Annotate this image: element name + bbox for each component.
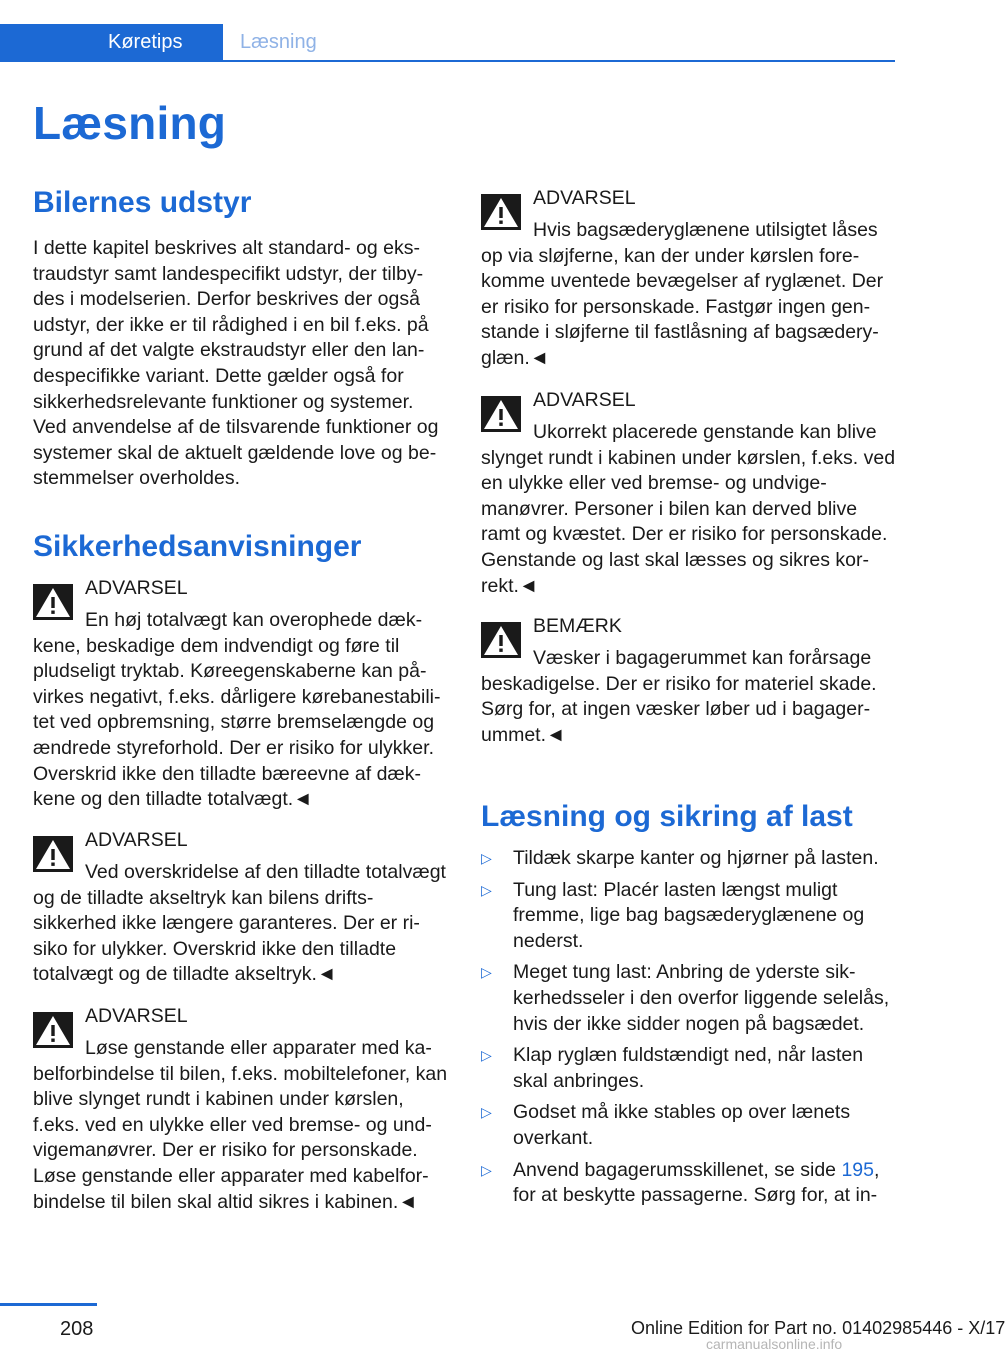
warning-label: ADVARSEL — [533, 389, 636, 411]
list-item: ▷ Tung last: Placér lasten længst muligt fremme, lige bag bagsæderyglænene og nederst. — [481, 878, 865, 952]
section-heading-safety: Sikkerhedsanvisninger — [33, 530, 362, 563]
tab-laesning[interactable]: Læsning — [240, 31, 317, 53]
chapter-header — [0, 24, 895, 62]
warning-text: Ved overskridelse af den tilladte totalvægt og de tilladte akseltryk kan bilens driftssikkerhed ikke længere garanteres. Der er risiko for ulykker. Overskrid ikke den tilladte totalvægt og de tilladte akseltryk.◄ — [33, 861, 446, 986]
list-item: ▷ Klap ryglæn fuldstændigt ned, når lasten skal anbringes. — [481, 1044, 864, 1092]
equipment-paragraph: I dette kapitel beskrives alt standard- og ekstraudstyr samt landespecifikt udstyr, der tilbydes i modelserien. Derfor beskrives der også udstyr, der ikke er til rådighed i en bil f.eks. på grund af det valgte ekstraudstyr eller den landespecifikke variant. Dette gælder også for sikkerhedsrelevante funktioner og systemer. Ved anvendelse af de tilsvarende funktioner og systemer skal de aktuelt gældende love og bestemmelser overholdes. — [33, 237, 439, 490]
list-item: ▷ Meget tung last: Anbring de yderste sikkerhedsseler i den overfor liggende selelås, hvis der ikke sidder nogen på bagsædet. — [481, 961, 890, 1035]
warning-block — [481, 388, 896, 598]
tab-koretips[interactable]: Køretips — [0, 24, 223, 60]
edition-text: Online Edition for Part no. 01402985446 - X/17 — [631, 1318, 1005, 1338]
page-number: 208 — [60, 1318, 94, 1340]
warning-text: Ukorrekt placerede genstande kan blive slynget rundt i kabinen under kørslen, f.eks. ved en ulykke eller ved bremse- og undvigemanøvrer. Personer i bilen kan derved blive ramt og kvæstet. Der er risiko for personskade. Genstande og last skal læsses og sikres korrekt.◄ — [481, 421, 896, 597]
warning-label: ADVARSEL — [85, 577, 188, 599]
footer-divider — [0, 1303, 97, 1306]
triangle-bullet-icon: ▷ — [481, 1104, 492, 1121]
warning-block — [481, 186, 896, 371]
notice-label: BEMÆRK — [533, 615, 622, 637]
warning-label: ADVARSEL — [533, 187, 636, 209]
warning-label: ADVARSEL — [85, 1005, 188, 1027]
notice-block — [481, 614, 896, 750]
triangle-bullet-icon: ▷ — [481, 1161, 492, 1178]
notice-text: Væsker i bagagerummet kan forårsage beskadigelse. Der er risiko for materiel skade. Sørg for, at ingen væsker løber ud i bagagerummet.◄ — [481, 647, 877, 746]
loading-list — [481, 846, 896, 1215]
triangle-bullet-icon: ▷ — [481, 1047, 492, 1064]
section-heading-equipment: Bilernes udstyr — [33, 186, 252, 219]
list-item: ▷ Tildæk skarpe kanter og hjørner på lasten. — [481, 846, 896, 872]
warning-text: En høj totalvægt kan overophede dækkene, beskadige dem indvendigt og føre til pludseligt tryktab. Køreegenskaberne kan påvirkes negativt, f.eks. dårligere kørebanestabilitet ved opbremsning, større bremselængde og ændrede styreforhold. Der er risiko for ulykker. Overskrid ikke den tilladte bæreevne af dækkene og den tilladte totalvægt.◄ — [33, 609, 441, 811]
list-item: ▷ Anvend bagagerumsskillenet, se side 195, for at beskytte passagerne. Sørg for, at in- — [481, 1158, 880, 1207]
page-reference-link[interactable]: 195 — [841, 1158, 874, 1181]
warning-block — [33, 828, 448, 988]
section-heading-loading: Læsning og sikring af last — [481, 800, 853, 833]
warning-label: ADVARSEL — [85, 829, 188, 851]
header-divider — [0, 60, 895, 62]
warning-block — [33, 1004, 448, 1214]
warning-text: Løse genstande eller apparater med kabelforbindelse til bilen, f.eks. mobiltelefoner, kan blive slynget rundt i kabinen under kørslen, f.eks. ved en ulykke eller ved bremse- og undvigemanøvrer. Der er risiko for personskade. Løse genstande eller apparater med kabelforbindelse til bilen skal altid sikres i kabinen.◄ — [33, 1037, 448, 1213]
triangle-bullet-icon: ▷ — [481, 881, 492, 898]
warning-block — [33, 576, 448, 812]
triangle-bullet-icon: ▷ — [481, 964, 492, 981]
triangle-bullet-icon: ▷ — [481, 850, 492, 866]
list-item: ▷ Godset må ikke stables op over lænets overkant. — [481, 1101, 851, 1149]
watermark: carmanualsonline.info — [706, 1336, 843, 1352]
page-title: Læsning — [33, 97, 227, 149]
warning-text: Hvis bagsæderyglænene utilsigtet låses op via sløjferne, kan der under kørslen forekomme uventede bevægelser af ryglænet. Der er risiko for personskade. Fastgør ingen genstande i sløjferne til fastlåsning af bagsæderyglæn.◄ — [481, 219, 884, 369]
